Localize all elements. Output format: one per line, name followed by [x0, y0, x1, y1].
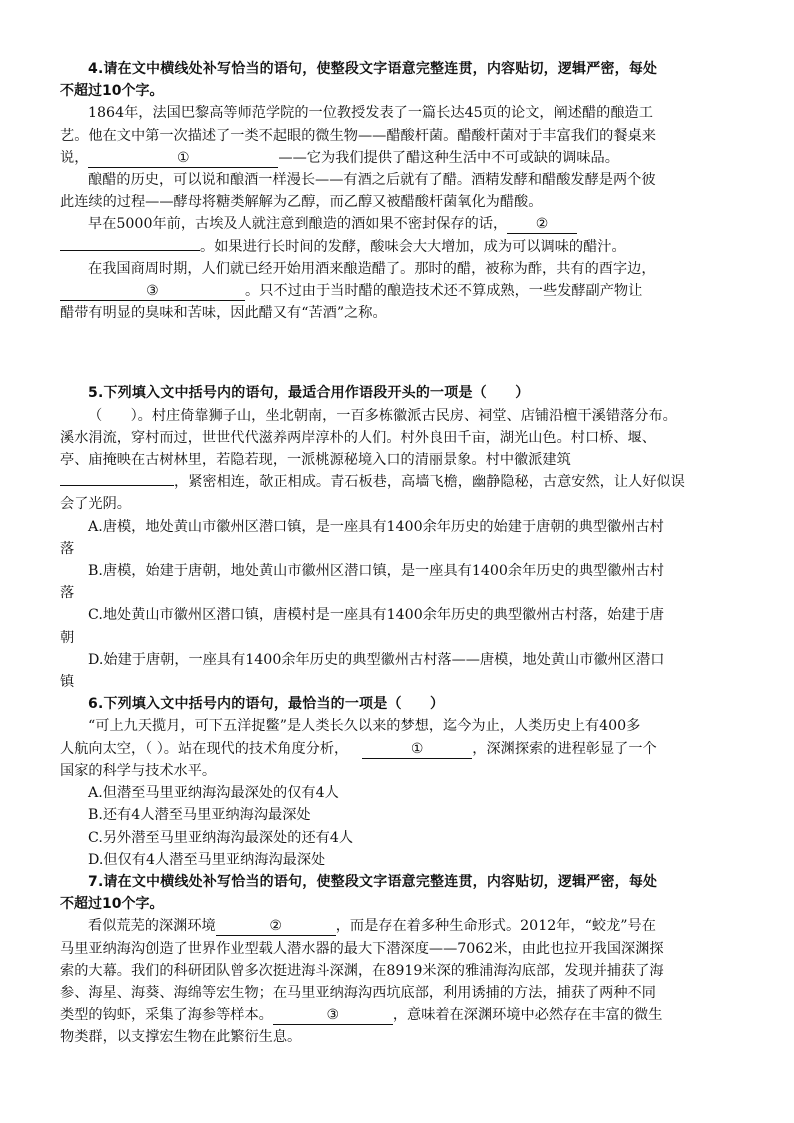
q7-text-line: 参、海星、海葵、海绵等宏生物；在马里亚纳海沟西坑底部，利用诱捕的方法，捕获了两种不同: [60, 984, 656, 1001]
option-a[interactable]: A.唐模，地处黄山市徽州区潜口镇，是一座具有1400余年历史的始建于唐朝的典型徽州古村: [88, 518, 664, 535]
q7-text: ，意味着在深渊环境中必然存在丰富的微生: [392, 1007, 663, 1024]
q4-text: 。如果进行长时间的发酵，酸味会大大增加，成为可以调味的醋汁。: [200, 238, 626, 255]
answer-blank-1[interactable]: ①: [88, 149, 278, 168]
q6-text-line: 国家的科学与技术水平。: [60, 762, 217, 779]
answer-blank-2[interactable]: ②: [507, 215, 577, 234]
q4-text-line: 艺。他在文中第一次描述了一类不起眼的微生物——醋酸杆菌。醋酸杆菌对于丰富我们的餐桌来: [60, 127, 656, 144]
option-c-wrap: 朝: [60, 629, 75, 646]
question-5: [60, 382, 734, 693]
q7-text-line: 马里亚纳海沟创造了世界作业型载人潜水器的最大下潜深度——7062米，由此也拉开我国深渊探: [60, 940, 664, 957]
q7-text-line: [60, 1004, 734, 1026]
question-4-title-line1: 4.请在文中横线处补写恰当的语句，使整段文字语意完整连贯，内容贴切，逻辑严密，每处: [88, 61, 658, 77]
q4-text-line: [60, 236, 734, 258]
q5-text-line: 溪水涓流，穿村而过，世世代代滋养两岸淳朴的人们。村外良田千亩，湖光山色。村口桥、堰、: [60, 429, 656, 446]
q4-text: 早在5000年前，古埃及人就注意到酿造的酒如果不密封保存的话，: [88, 216, 508, 233]
question-7-title-line2: 不超过10个字。: [60, 896, 164, 913]
q6-text-line: “可上九天揽月，可下五洋捉鳖”是人类长久以来的梦想，迄今为止，人类历史上有400多: [88, 718, 641, 735]
answer-blank-q7-2[interactable]: ②: [216, 917, 336, 936]
answer-blank-3[interactable]: ③: [60, 282, 245, 301]
q4-text-line: 在我国商周时期，人们就已经开始用酒来酿造醋了。那时的醋，被称为酢，共有的酉字边，: [88, 260, 656, 277]
option-c[interactable]: C.地处黄山市徽州区潜口镇，唐模村是一座具有1400余年历史的典型徽州古村落，始建于唐: [88, 607, 664, 624]
answer-blank-q6[interactable]: ①: [362, 740, 472, 759]
q5-text-line: 会了光阴。: [60, 496, 131, 513]
option-a[interactable]: A.但潜至马里亚纳海沟最深处的仅有4人: [88, 785, 339, 802]
q4-text: ——它为我们提供了醋这种生活中不可或缺的调味品。: [278, 149, 619, 166]
option-d[interactable]: D.但仅有4人潜至马里亚纳海沟最深处: [88, 851, 326, 868]
q4-text: 说，: [60, 149, 89, 166]
q4-text-line: 酿醋的历史，可以说和酿酒一样漫长——有酒之后就有了醋。酒精发酵和醋酸发酵是两个彼: [88, 172, 656, 189]
option-b[interactable]: B.唐模，始建于唐朝，地处黄山市徽州区潜口镇，是一座具有1400余年历史的典型徽州古村: [88, 563, 664, 580]
q6-text-line: [60, 738, 734, 760]
q4-text-line: [60, 213, 734, 235]
question-6: [60, 693, 734, 871]
option-d[interactable]: D.始建于唐朝，一座具有1400余年历史的典型徽州古村落——唐模，地处黄山市徽州区潜口: [88, 651, 665, 668]
question-4: [60, 58, 734, 324]
q5-text: ，紧密相连，欹正相成。青石板巷，高墙飞檐，幽静隐秘，古意安然，让人好似误: [174, 474, 685, 491]
q7-text-line: [60, 915, 734, 937]
q6-text: ，深渊探索的进程彰显了一个: [472, 740, 657, 757]
q4-text-line: [60, 147, 734, 169]
option-b[interactable]: B.还有4人潜至马里亚纳海沟最深处: [88, 807, 311, 824]
section-gap: [60, 324, 734, 382]
q7-text-line: 索的大幕。我们的科研团队曾多次挺进海斗深渊，在8919米深的雅浦海沟底部，发现并捕获了海: [60, 962, 664, 979]
q4-text: 。只不过由于当时醋的酿造技术还不算成熟，一些发酵副产物让: [245, 283, 643, 300]
option-a-wrap: 落: [60, 540, 75, 557]
answer-blank-2-continued[interactable]: [60, 250, 200, 251]
worksheet-page: [60, 58, 734, 1049]
question-6-title: 6.下列填入文中括号内的语句，最恰当的一项是（ ）: [88, 696, 445, 713]
q4-text-line: [60, 280, 734, 302]
answer-blank-q5[interactable]: [60, 485, 174, 486]
q6-text: 人航向太空，（ ）。站在现代的技术角度分析，: [60, 740, 349, 757]
option-d-wrap: 镇: [60, 674, 75, 691]
q7-text: 看似荒芜的深渊环境: [88, 918, 216, 935]
option-b-wrap: 落: [60, 585, 75, 602]
q4-text-line: 1864年，法国巴黎高等师范学院的一位教授发表了一篇长达45页的论文，阐述醋的酿造工: [88, 105, 653, 122]
q7-text: ，而是存在着多种生命形式。2012年，“蛟龙”号在: [335, 918, 656, 935]
q4-text-line: 此连续的过程——酵母将糖类解解为乙醇，而乙醇又被醋酸杆菌氧化为醋酸。: [60, 194, 543, 211]
option-c[interactable]: C.另外潜至马里亚纳海沟最深处的还有4人: [88, 829, 354, 846]
q5-text-line: （ ）。村庄倚靠狮子山，坐北朝南，一百多栋徽派古民房、祠堂、店铺沿檀干溪错落分布。: [88, 407, 677, 424]
question-7: [60, 871, 734, 1049]
answer-blank-q7-3[interactable]: ③: [273, 1006, 393, 1025]
q7-text: 类型的钩虾，采集了海参等样本。: [60, 1007, 273, 1024]
q5-text-line: [60, 471, 734, 493]
q5-text-line: 亭、庙掩映在古树林里，若隐若现，一派桃源秘境入口的清丽景象。村中徽派建筑: [60, 452, 571, 469]
question-5-title: 5.下列填入文中括号内的语句，最适合用作语段开头的一项是（ ）: [88, 385, 530, 402]
question-4-title-line2: 不超过10个字。: [60, 83, 164, 100]
question-7-title-line1: 7.请在文中横线处补写恰当的语句，使整段文字语意完整连贯，内容贴切，逻辑严密，每处: [88, 873, 658, 890]
q4-text-line: 醋带有明显的臭味和苦味，因此醋又有“苦酒”之称。: [60, 305, 387, 322]
q7-text-line: 物类群，以支撑宏生物在此繁衍生息。: [60, 1029, 302, 1046]
